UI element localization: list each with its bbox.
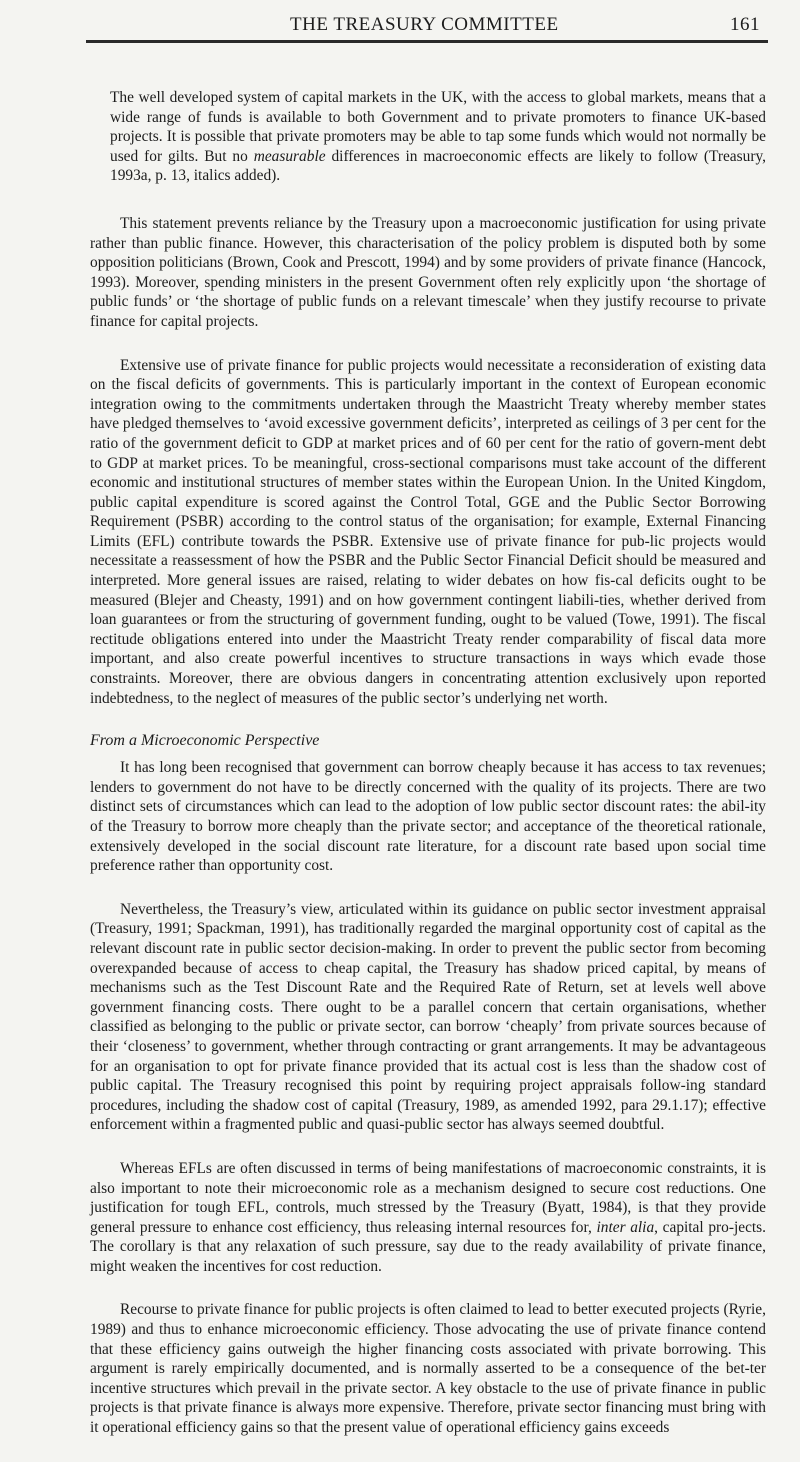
paragraph-text: Whereas EFLs are often discussed in terms of being manifestations of macroeconomic constraints, it is also important to note their microeconomic role as a mechanism designed to secure cost reductions. One justification for tough EFL, controls, much stressed by the Treasury (Byatt, 1984), is that they provide general pressure to enhance cost efficiency, thus releasing internal resources for, xyxy=(90,1159,766,1236)
paragraph: Extensive use of private finance for public projects would necessitate a reconsideration of existing data on the fiscal deficits of governments. This is particularly important in the context of European economic integration owing to the commitments undertaken through the Maastricht Treaty whereby member states have pledged themselves to ‘avoid excessive government deficits’, interpreted as ceilings of 3 per cent for the ratio of the government deficit to GDP at market prices and of 60 per cent for the ratio of govern-ment debt to GDP at market prices. To be meaningful, cross-sectional comparisons must take account of the different economic and institutional structures of member states within the European Union. In the United Kingdom, public capital expenditure is scored against the Control Total, GGE and the Public Sector Borrowing Requirement (PSBR) according to the control status of the organisation; for example, External Financing Limits (EFL) contribute towards the PSBR. Extensive use of private finance for pub-lic projects would necessitate a reassessment of how the PSBR and the Public Sector Financial Deficit should be measured and interpreted. More general issues are raised, relating to wider debates on how fis-cal deficits ought to be measured (Blejer and Cheasty, 1991) and on how government contingent liabili-ties, whether derived from loan guarantees or from the structuring of government funding, ought to be valued (Towe, 1991). The fiscal rectitude obligations entered into under the Maastricht Treaty render comparability of fiscal data more important, and also create powerful incentives to structure transactions in ways which evade those constraints. Moreover, there are obvious dangers in concentrating attention exclusively upon reported indebtedness, to the neglect of measures of the public sector’s underlying net worth. xyxy=(90,356,766,707)
paragraph: It has long been recognised that government can borrow cheaply because it has access to tax revenues; lenders to government do not have to be directly concerned with the quality of its projects. There are two distinct sets of circumstances which can lead to the adoption of low public sector discount rates: the abil-ity of the Treasury to borrow more cheaply than the private sector; and acceptance of the theoretical rationale, extensively developed in the social discount rate literature, for a discount rate based upon social time preference rather than opportunity cost. xyxy=(90,759,766,875)
body-text xyxy=(90,88,766,1462)
block-quote xyxy=(110,88,766,186)
paragraph xyxy=(90,1159,766,1277)
page-number: 161 xyxy=(730,14,760,35)
quote-text: The well developed system of capital markets in the UK, with the access to global markets, means that a wide range of funds is available to both Government and to private promoters to finance UK-based projects. It is possible that private promoters may be able to tap some funds which would not normally be used for gilts. But no xyxy=(110,89,766,165)
header-rule xyxy=(86,40,768,43)
paragraph: This statement prevents reliance by the Treasury upon a macroeconomic justification for using private rather than public finance. However, this characterisation of the policy problem is disputed both by some opposition politicians (Brown, Cook and Prescott, 1994) and by some providers of private finance (Hancock, 1993). Moreover, spending ministers in the present Government often rely explicitly upon ‘the shortage of public funds’ or ‘the shortage of public funds on a relevant timescale’ when they justify recourse to private finance for capital projects. xyxy=(90,214,766,330)
quote-italic: measurable xyxy=(253,147,326,165)
running-head: THE TREASURY COMMITTEE xyxy=(290,14,559,35)
paragraph: Nevertheless, the Treasury’s view, articulated within its guidance on public sector investment appraisal (Treasury, 1991; Spackman, 1991), has traditionally regarded the marginal opportunity cost of capital as the relevant discount rate in public sector decision-making. In order to prevent the public sector from becoming overexpanded because of access to cheap capital, the Treasury has shadow priced capital, by means of mechanisms such as the Test Discount Rate and the Required Rate of Return, set at levels well above government financing costs. There ought to be a parallel concern that certain organisations, whether classified as belonging to the public or private sector, can borrow ‘cheaply’ from private sources because of their ‘closeness’ to government, whether through contracting or grant arrangements. It may be advantageous for an organisation to opt for private finance provided that its actual cost is less than the shadow cost of public capital. The Treasury recognised this point by requiring project appraisals follow-ing standard procedures, including the shadow cost of capital (Treasury, 1989, as amended 1992, para 29.1.17); effective enforcement within a fragmented public and quasi-public sector has always seemed doubtful. xyxy=(90,900,766,1134)
paragraph: Recourse to private finance for public projects is often claimed to lead to better executed projects (Ryrie, 1989) and thus to enhance microeconomic efficiency. Those advocating the use of private finance contend that these efficiency gains outweigh the higher financing costs associated with private borrowing. This argument is rarely empirically documented, and is normally asserted to be a consequence of the bet-ter incentive structures which prevail in the private sector. A key obstacle to the use of private finance in public projects is that private finance is always more expensive. Therefore, private sector financing must bring with it operational efficiency gains so that the present value of operational efficiency gains exceeds xyxy=(90,1301,766,1437)
paragraph-italic: inter alia xyxy=(596,1218,655,1236)
section-heading: From a Microeconomic Perspective xyxy=(90,732,320,750)
quote-text-end: differences in macroeconomic effects are likely to follow (Treasury, 1993a, p. 13, italics added). xyxy=(110,147,766,185)
paragraph-text-end: , capital pro-jects. The corollary is that any relaxation of such pressure, say due to the ready availability of private finance, might weaken the incentives for cost reduction. xyxy=(90,1218,767,1275)
